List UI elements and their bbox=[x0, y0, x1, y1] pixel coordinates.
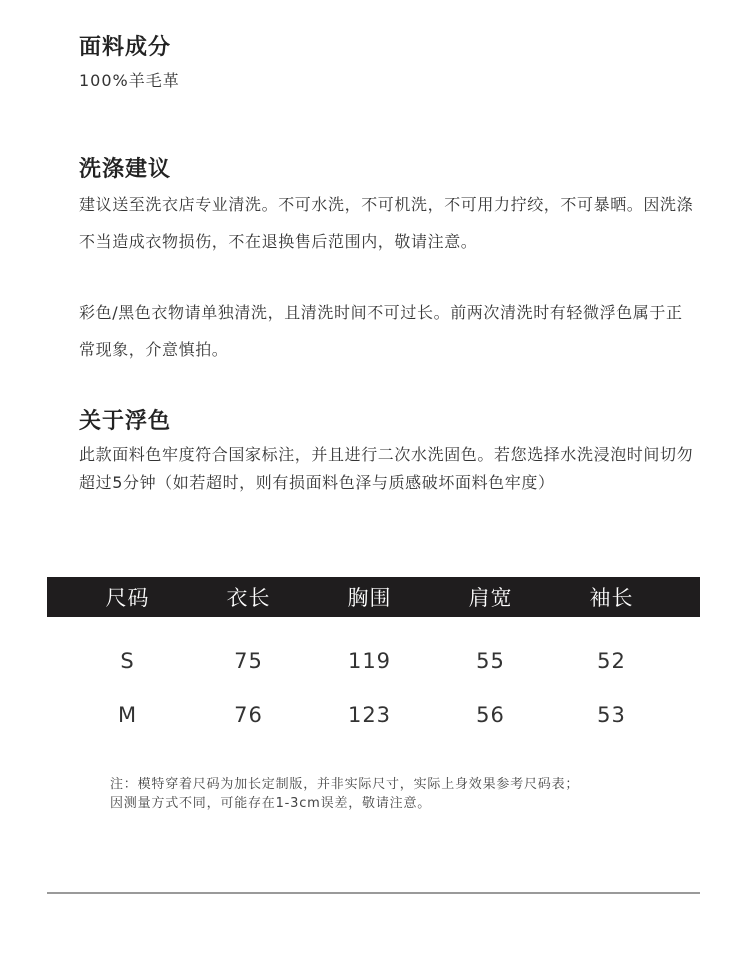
washing-title: 洗涤建议 bbox=[79, 157, 172, 182]
size-note-line-2: 因测量方式不同，可能存在1-3cm误差，敬请注意。 bbox=[110, 796, 432, 811]
size-table bbox=[47, 577, 700, 742]
table-cell: M bbox=[117, 703, 138, 727]
table-cell: S bbox=[120, 649, 135, 673]
table-cell: 123 bbox=[347, 703, 392, 727]
header-sleeve: 袖长 bbox=[589, 586, 634, 610]
size-note bbox=[110, 775, 690, 813]
table-cell: 52 bbox=[597, 649, 626, 673]
washing-paragraph-2: 彩色/黑色衣物请单独清洗，且清洗时间不可过长。前两次清洗时有轻微浮色属于正常现象，介意慎拍。 bbox=[79, 303, 683, 359]
table-cell: 76 bbox=[234, 703, 263, 727]
table-cell: 55 bbox=[476, 649, 505, 673]
header-size: 尺码 bbox=[105, 586, 150, 610]
header-length: 衣长 bbox=[226, 586, 271, 610]
size-note-line-1: 注：模特穿着尺码为加长定制版，并非实际尺寸，实际上身效果参考尺码表； bbox=[110, 777, 580, 792]
washing-paragraph-1: 建议送至洗衣店专业清洗。不可水洗，不可机洗，不可用力拧绞，不可暴晒。因洗涤不当造成衣物损伤，不在退换售后范围内，敬请注意。 bbox=[79, 195, 694, 251]
bottom-divider bbox=[47, 892, 700, 894]
table-cell: 53 bbox=[597, 703, 626, 727]
floating-color-paragraph: 此款面料色牢度符合国家标注，并且进行二次水洗固色。若您选择水洗浸泡时间切勿超过5分钟（如若超时，则有损面料色泽与质感破坏面料色牢度） bbox=[79, 445, 694, 492]
fabric-composition: 100%羊毛革 bbox=[79, 71, 180, 90]
table-cell: 119 bbox=[347, 649, 392, 673]
table-cell: 56 bbox=[476, 703, 505, 727]
header-shoulder: 肩宽 bbox=[468, 586, 513, 610]
table-cell: 75 bbox=[234, 649, 263, 673]
table-row bbox=[47, 688, 700, 742]
size-table-header bbox=[47, 577, 700, 617]
fabric-title: 面料成分 bbox=[79, 35, 172, 60]
table-row bbox=[47, 634, 700, 688]
header-chest: 胸围 bbox=[347, 586, 392, 610]
floating-color-title: 关于浮色 bbox=[79, 409, 172, 434]
